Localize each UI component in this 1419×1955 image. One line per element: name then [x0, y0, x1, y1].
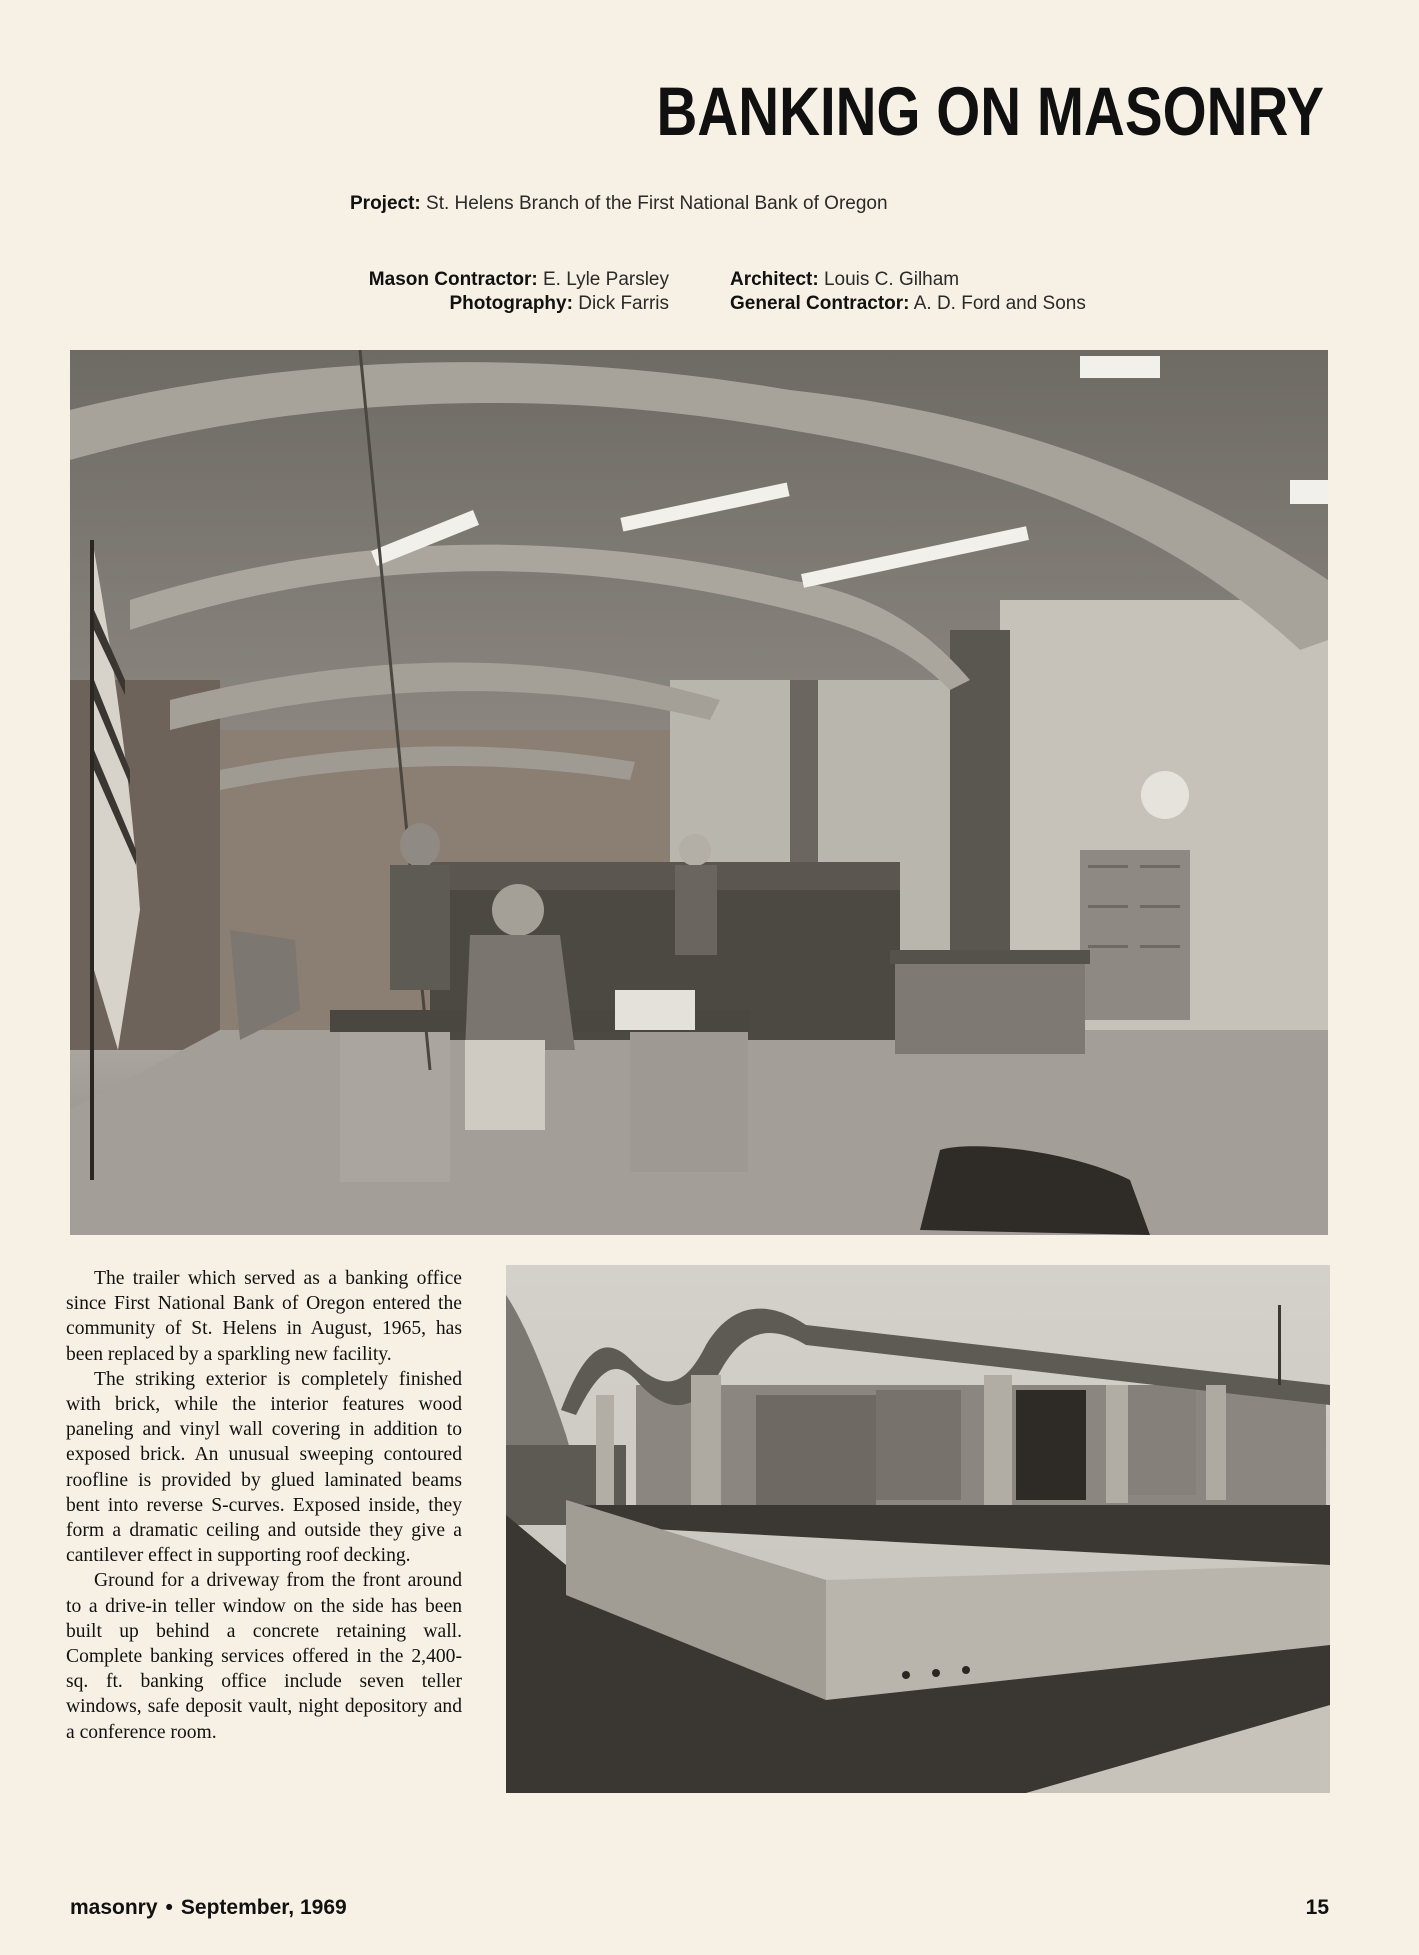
project-value: St. Helens Branch of the First National Bank of Oregon: [426, 193, 888, 214]
credits-right-column: [730, 268, 1086, 316]
exterior-photo: [506, 1265, 1330, 1793]
mason-label: Mason Contractor:: [368, 269, 538, 290]
credits-left-column: [369, 268, 669, 316]
mason-value: E. Lyle Parsley: [542, 269, 669, 290]
mason-credit: [369, 268, 669, 292]
photography-value: Dick Farris: [578, 293, 669, 314]
article-body: [66, 1266, 462, 1745]
architect-credit: [730, 268, 1086, 292]
paragraph-1: The trailer which served as a banking office since First National Bank of Oregon entered the community of St. Helens in August, 1965, has been replaced by a sparkling new facility.: [66, 1268, 462, 1365]
headline: BANKING ON MASONRY: [656, 73, 1324, 150]
architect-value: Louis C. Gilham: [823, 269, 960, 290]
architect-label: Architect:: [730, 269, 819, 290]
paragraph-2: The striking exterior is completely finished with brick, while the interior features wood paneling and vinyl wall covering in addition to exposed brick. An unusual sweeping contoured roofline is provided by glued laminated beams bent into reverse S-curves. Exposed inside, they form a dramatic ceiling and outside they give a cantilever effect in supporting roof decking.: [66, 1368, 462, 1567]
interior-photo: [70, 350, 1328, 1235]
paragraph-3: Ground for a driveway from the front around to a drive-in teller window on the side has been built up behind a concrete retaining wall. Complete banking services offered in the 2,400-sq. ft. banking office include seven teller windows, safe deposit vault, night depository and a conference room.: [66, 1570, 462, 1743]
photography-credit: [369, 292, 669, 316]
footer-magazine: masonry: [70, 1896, 158, 1919]
footer-publication: [70, 1896, 347, 1920]
photography-label: Photography:: [449, 293, 573, 314]
page-number: 15: [1305, 1896, 1329, 1919]
general-contractor-value: A. D. Ford and Sons: [913, 293, 1086, 314]
general-contractor-credit: [730, 292, 1086, 316]
project-label: Project:: [350, 193, 421, 214]
footer-date: September, 1969: [180, 1896, 347, 1919]
footer-bullet: •: [165, 1896, 173, 1919]
general-contractor-label: General Contractor:: [730, 293, 910, 314]
project-credit: [350, 192, 888, 216]
